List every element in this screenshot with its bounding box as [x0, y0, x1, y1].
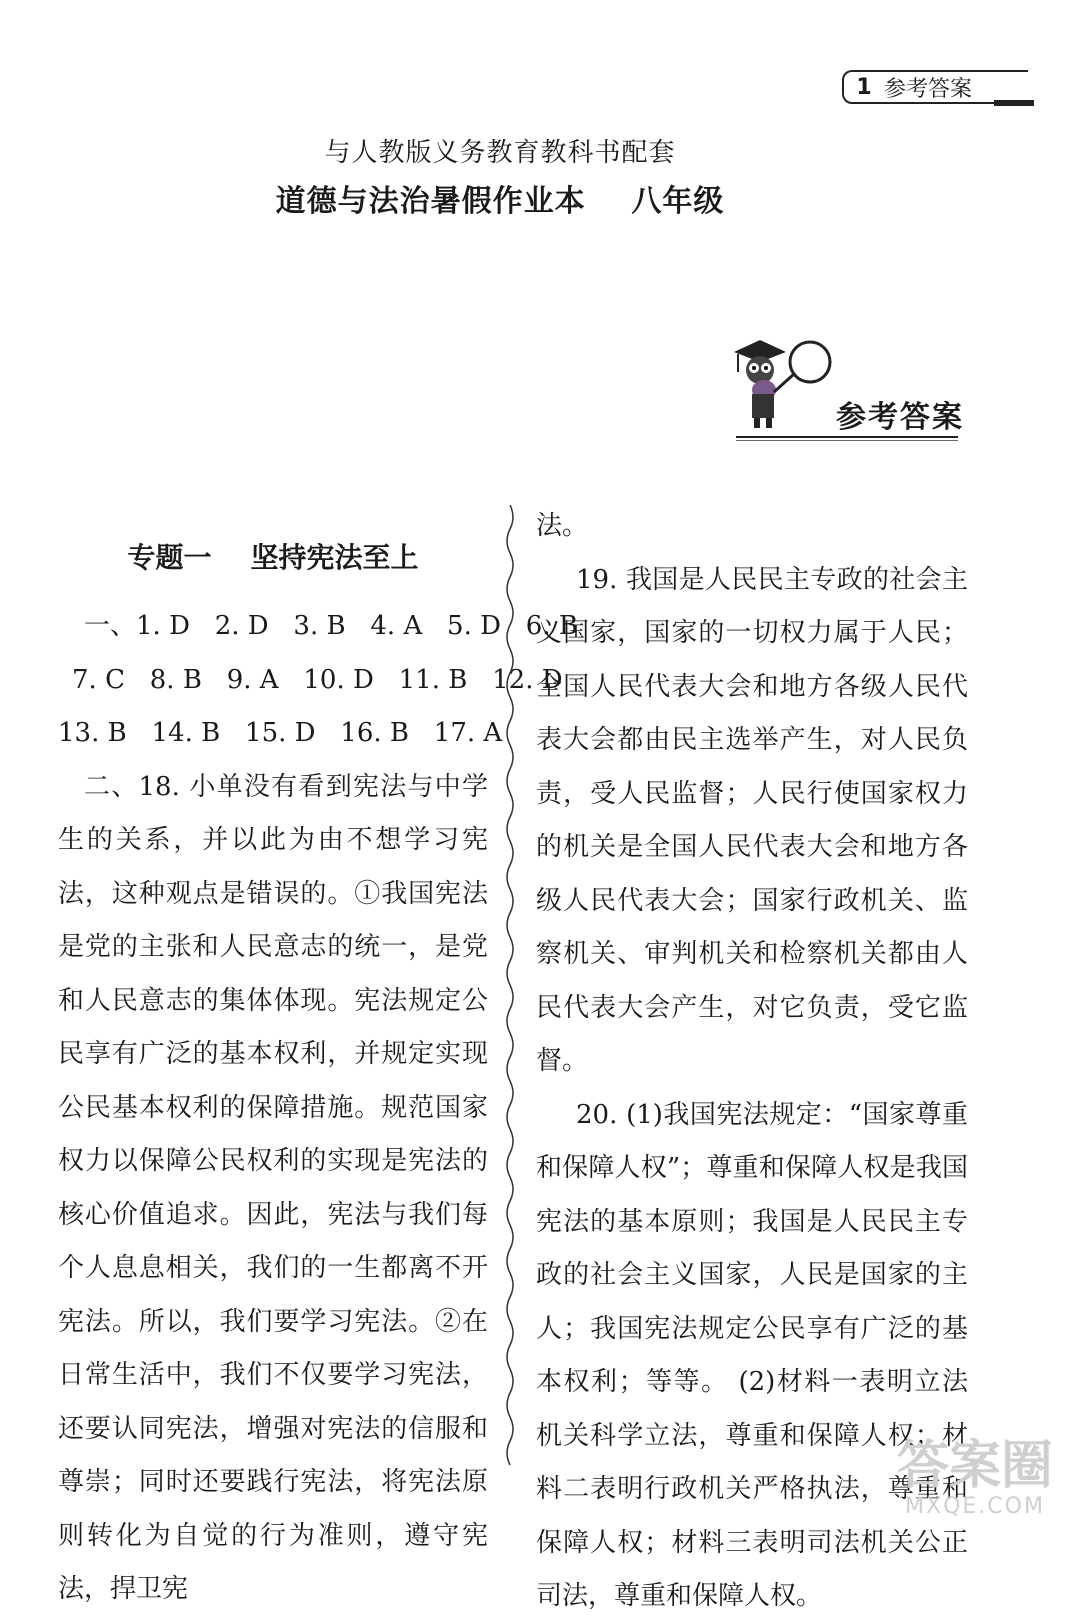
answer-heading: 参考答案: [836, 400, 964, 435]
watermark-url: MXQE.COM: [905, 1494, 1045, 1519]
watermark-logo: [880, 1438, 1070, 1528]
scholar-mascot-icon: [732, 332, 842, 432]
book-subtitle: 与人教版义务教育教科书配套: [324, 138, 676, 168]
question-19-answer: 19. 我国是人民民主专政的社会主义国家，国家的一切权力属于人民；全国人民代表大会和地方各级人民代表大会都由民主选举产生，对人民负责，受人民监督；人民行使国家权力的机关是全国人民代表大会和地方各级人民代表大会；国家行政机关、监察机关、审判机关和检察机关都由人民代表大会产生，对它负责，受它监督。: [536, 564, 968, 1076]
heading-rule: [736, 436, 958, 438]
mc-answers-line-3: 13. B 14. B 15. D 16. B 17. A: [58, 718, 503, 748]
question-20-answer: 20. (1)我国宪法规定：“国家尊重和保障人权”；尊重和保障人权是我国宪法的基本原则；我国是人民民主专政的社会主义国家，人民是国家的主人；我国宪法规定公民享有广泛的基本权利；等等。 (2)材料一表明立法机关科学立法，尊重和保障人权；材料二表明行政机关严格执法，尊重和保障人权；材料三表明司法机关公正司法，尊重和保障人权。: [536, 1099, 968, 1611]
heading-rule-thin: [736, 440, 958, 441]
left-column: [58, 600, 578, 1617]
section-title: 专题一 坚持宪法至上: [127, 541, 419, 574]
page-tab-label: 参考答案: [884, 76, 973, 102]
question-18-answer: 二、18. 小单没有看到宪法与中学生的关系，并以此为由不想学习宪法，这种观点是错误的。①我国宪法是党的主张和人民意志的统一，是党和人民意志的集体体现。宪法规定公民享有广泛的基本权利，并规定实现公民基本权利的保障措施。规范国家权力以保障公民权利的实现是宪法的核心价值追求。因此，宪法与我们每个人息息相关，我们的一生都离不开宪法。所以，我们要学习宪法。②在日常生活中，我们不仅要学习宪法，还要认同宪法，增强对宪法的信服和尊崇；同时还要践行宪法，将宪法原则转化为自觉的行为准则，遵守宪法，捍卫宪: [58, 771, 488, 1604]
watermark-text: 答案圈: [896, 1436, 1053, 1496]
tab-bar: [994, 100, 1034, 106]
question-18-continued: 法。: [536, 511, 589, 541]
book-title: 道德与法治暑假作业本 八年级: [275, 184, 725, 219]
column-divider: [500, 505, 520, 1470]
page-number: 1: [856, 74, 872, 100]
mc-answers-line-2: 7. C 8. B 9. A 10. D 11. B 12. D: [72, 664, 563, 695]
mc-answers-line-1: 一、1. D 2. D 3. B 4. A 5. D 6. B: [84, 611, 578, 641]
page-tab: [842, 70, 1028, 104]
